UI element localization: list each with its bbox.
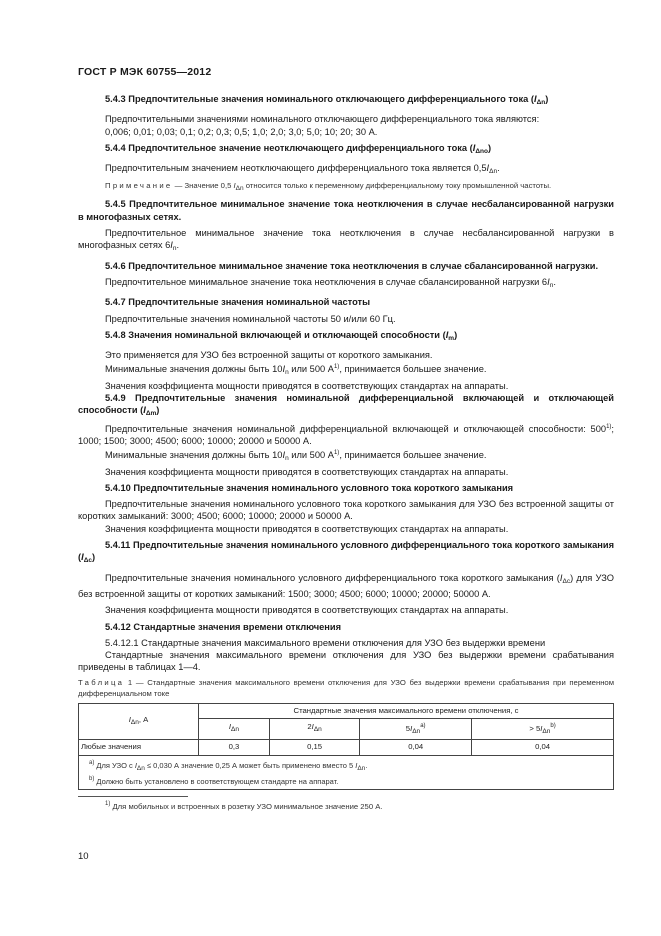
- table-col-header: $2I_{\Delta n}$: [269, 718, 359, 739]
- table-1: [78, 703, 614, 756]
- section-5-4-3-text: Предпочтительными значениями номинального отключающего дифференциального тока являются:: [105, 114, 540, 125]
- section-5-4-8-text-1: Это применяется для УЗО без встроенной защиты от короткого замыкания.: [105, 350, 433, 361]
- section-5-4-10-heading: 5.4.10 Предпочтительные значения номинального условного тока короткого замыкания: [105, 482, 514, 493]
- section-5-4-11-text-1: Предпочтительные значения номинального условного дифференциального тока короткого замыкания $(I_{\Delta c})$ для УЗО без встроенной защиты от коротких замыканий: 1500; 3000; 4500; 6000; 10000; 20000; 50000 А.: [78, 572, 615, 599]
- table-cell: 0,04: [472, 740, 614, 755]
- section-5-4-8-text-2: Минимальные значения должны быть $10I_n$ или 500 $А^{1)}$, принимается большее значение.: [105, 364, 487, 377]
- table-col-header: $I_{\Delta n}$: [199, 718, 270, 739]
- section-5-4-6-text: Предпочтительное минимальное значение тока неотключения в случае сбалансированной нагрузки $6I_n$.: [105, 276, 556, 289]
- table-1-caption: Таблица 1 — Стандартные значения максимального времени отключения для УЗО без выдержки времени срабатывания при переменном дифференциальном токе: [78, 677, 614, 698]
- table-cell: 0,3: [199, 740, 270, 755]
- section-5-4-3-values: 0,006; 0,01; 0,03; 0,1; 0,2; 0,3; 0,5; 1,0; 2,0; 3,0; 5,0; 10; 20; 30 А.: [105, 126, 378, 137]
- table-1-footnotes: [78, 756, 614, 790]
- table-col-header: > $5I_{\Delta n}^{b)}$: [472, 718, 614, 739]
- table-header-row: [79, 703, 614, 718]
- section-5-4-7-heading: 5.4.7 Предпочтительные значения номинальной частоты: [105, 297, 371, 308]
- section-5-4-12-text: Стандартные значения максимального времени отключения для УЗО без выдержки времени срабатывания приведены в таблицах 1—4.: [78, 650, 614, 673]
- section-5-4-12-1-text: 5.4.12.1 Стандартные значения максимального времени отключения для УЗО без выдержки времени: [105, 637, 546, 648]
- table-footnote-a: $^{а)}$ Для УЗО с IΔn ≤ 0,030 А значение 0,25 А может быть применено вместо 5 IΔn.: [89, 759, 368, 772]
- section-5-4-4-heading: 5.4.4 Предпочтительное значение неотключающего дифференциального тока $(I_{\Delta no})$: [105, 142, 492, 155]
- footnote-rule: [78, 796, 188, 797]
- section-5-4-9-text-1: Предпочтительные значения номинальной дифференциальной включающей и отключающей способности: 500$^{1)}$; 1000; 1500; 3000; 4500; 6000; 10000; 20000 и 50000 А.: [78, 423, 614, 446]
- section-5-4-8-heading: 5.4.8 Значения номинальной включающей и отключающей способности $(I_m)$: [105, 329, 458, 342]
- document-body: [78, 93, 614, 812]
- section-5-4-12-heading: 5.4.12 Стандартные значения времени отключения: [105, 621, 342, 632]
- table-row-header: $I_{\Delta n}$, А: [79, 703, 199, 740]
- section-5-4-7-text: Предпочтительные значения номинальной частоты 50 и/или 60 Гц.: [105, 313, 396, 324]
- section-5-4-9-heading: 5.4.9 Предпочтительные значения номинальной дифференциальной включающей и отключающей способности $(I_{\Delta m})$: [78, 393, 614, 418]
- section-5-4-10-text-1: Предпочтительные значения номинального условного тока короткого замыкания для УЗО без встроенной защиты от коротких замыканий: 3000; 4500; 6000; 10000; 20000 и 50000 А.: [78, 499, 614, 522]
- section-5-4-5-heading: 5.4.5 Предпочтительное минимальное значение тока неотключения в случае несбалансированной нагрузки в многофазных сетях.: [78, 199, 614, 222]
- table-cell: Любые значения: [79, 740, 199, 755]
- table-footnote-b: $^{b)}$ Должно быть установлено в соответствующем стандарте на аппарат.: [89, 775, 339, 786]
- section-5-4-8-text-3: Значения коэффициента мощности приводятся в соответствующих стандартах на аппараты.: [105, 380, 509, 391]
- section-5-4-10-text-2: Значения коэффициента мощности приводятся в соответствующих стандартах на аппараты.: [105, 523, 509, 534]
- table-cell: 0,15: [269, 740, 359, 755]
- page-footnote: $^{1)}$ Для мобильных и встроенных в розетку УЗО минимальное значение 250 А.: [105, 800, 383, 811]
- section-5-4-4-note: Примечание — Значение 0,5 $I_{\Delta n}$ относится только к переменному дифференциальному току промышленной частоты.: [105, 181, 552, 193]
- section-5-4-6-heading: 5.4.6 Предпочтительное минимальное значение тока неотключения в случае сбалансированной нагрузки.: [105, 260, 599, 271]
- section-5-4-9-text-2: Минимальные значения должны быть $10I_n$ или 500 $А^{1)}$, принимается большее значение.: [105, 450, 487, 463]
- section-5-4-4-text: Предпочтительным значением неотключающего дифференциального тока является $0,5I_{\Delta n}$.: [105, 163, 500, 176]
- table-row: [79, 740, 614, 755]
- section-5-4-9-text-3: Значения коэффициента мощности приводятся в соответствующих стандартах на аппараты.: [105, 466, 509, 477]
- table-cell: 0,04: [360, 740, 472, 755]
- section-5-4-11-text-2: Значения коэффициента мощности приводятся в соответствующих стандартах на аппараты.: [105, 605, 509, 616]
- document-header: ГОСТ Р МЭК 60755—2012: [78, 66, 212, 78]
- section-5-4-3-heading: 5.4.3 Предпочтительные значения номинального отключающего дифференциального тока $(I_{\Delta n})$: [105, 94, 549, 106]
- section-5-4-5-text: Предпочтительное минимальное значение тока неотключения в случае несбалансированной нагрузки в многофазных сетях $6I_n$.: [78, 228, 614, 253]
- page-number: 10: [78, 851, 89, 862]
- table-col-header: $5I_{\Delta n}^{а)}$: [360, 718, 472, 739]
- table-span-header: Стандартные значения максимального времени отключения, с: [199, 703, 614, 718]
- section-5-4-11-heading: 5.4.11 Предпочтительные значения номинального условного дифференциального тока короткого замыкания $(I_{\Delta c})$: [78, 540, 614, 565]
